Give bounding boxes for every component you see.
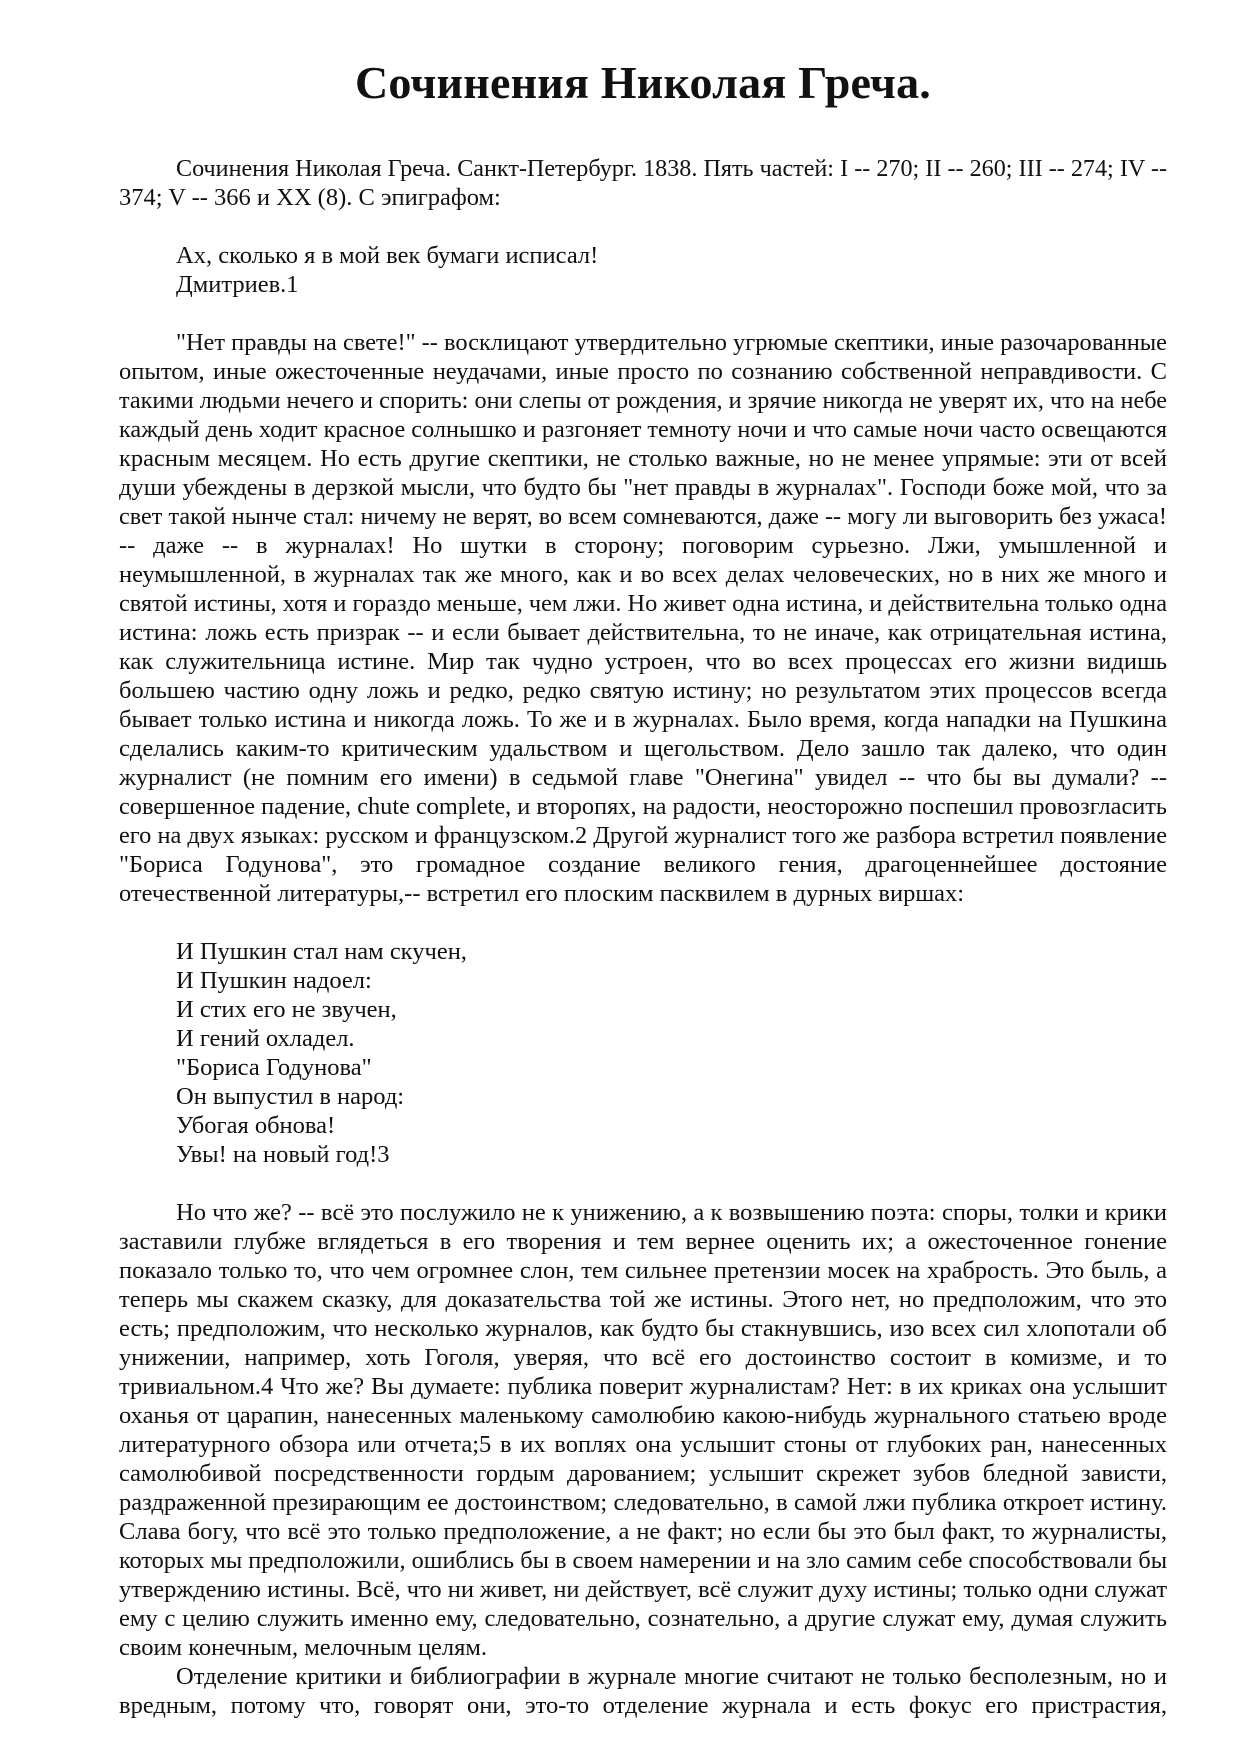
- text-line: журналист (не помним его имени) в седьмой главе "Онегина" увидел -- что бы вы думали? --: [119, 764, 1167, 791]
- text-line: совершенное падение, chute complete, и второпях, на радости, неосторожно поспешил провозгласить: [119, 793, 1167, 820]
- text-line: литературного обзора или отчета;5 в их воплях она услышит стоны от глубоких ран, нанесенных: [119, 1431, 1167, 1458]
- poem-line: И Пушкин стал нам скучен,: [176, 938, 467, 965]
- text-line: красным месяцем. Но есть другие скептики, не столько важные, но не менее упрямые: эти от всей: [119, 445, 1167, 472]
- text-line: сделались каким-то критическим удальством и щегольством. Дело зашло так далеко, что один: [119, 735, 1167, 762]
- text-line: Отделение критики и библиографии в журнале многие считают не только бесполезным, но и: [176, 1663, 1167, 1690]
- text-line: неумышленной, в журналах так же много, как и во всех делах человеческих, но в них же много и: [119, 561, 1167, 588]
- epigraph-attribution: Дмитриев.1: [176, 271, 299, 298]
- poem-line: Убогая обнова!: [176, 1112, 336, 1139]
- poem: [119, 937, 1167, 1169]
- text-line: бывает только истина и никогда ложь. То же и в журналах. Было время, когда нападки на Пушкина: [119, 706, 1167, 733]
- text-line: Но что же? -- всё это послужило не к унижению, а к возвышению поэта: споры, толки и крики: [176, 1199, 1167, 1226]
- text-line: как служительница истине. Мир так чудно устроен, что во всех процессах его жизни видишь: [119, 648, 1167, 675]
- text-line: души убеждены в дерзкой мысли, что будто бы "нет правды в журналах". Господи боже мой, что за: [119, 474, 1167, 501]
- document-title: Сочинения Николая Греча.: [354, 57, 932, 108]
- paragraph-1: [119, 328, 1167, 908]
- paragraph-3: [119, 1662, 1167, 1720]
- text-line: Слава богу, что всё это только предположение, а не факт; но если бы это был факт, то журналисты,: [119, 1518, 1167, 1545]
- text-line: -- даже -- в журналах! Но шутки в сторону; поговорим сурьезно. Лжи, умышленной и: [119, 532, 1167, 559]
- text-line: "Бориса Годунова", это громадное создание великого гения, драгоценнейшее достояние: [119, 851, 1167, 878]
- text-line: тривиальном.4 Что же? Вы думаете: публика поверит журналистам? Нет: в их криках она услышит: [119, 1373, 1167, 1400]
- text-line: есть; предположим, что несколько журналов, как будто бы стакнувшись, изо всех сил хлопотали об: [119, 1315, 1167, 1342]
- text-line: унижении, например, хоть Гоголя, уверяя, что всё его достоинство состоит в комизме, и то: [119, 1344, 1167, 1371]
- text-line: святой истины, хотя и гораздо меньше, чем лжи. Но живет одна истина, и действительна только одна: [119, 590, 1167, 617]
- text-line: оханья от царапин, нанесенных маленькому самолюбию какою-нибудь журнального статьею вроде: [119, 1402, 1167, 1429]
- text-line: теперь мы скажем сказку, для доказательства той же истины. Этого нет, но предположим, что это: [119, 1286, 1167, 1313]
- poem-line: Он выпустил в народ:: [176, 1083, 405, 1110]
- text-line: такими людьми нечего и спорить: они слепы от рождения, и зрячие никогда не уверят их, что на небе: [119, 387, 1167, 414]
- text-line: своим конечным, мелочным целям.: [119, 1634, 488, 1661]
- text-line: заставили глубже вглядеться в его творения и тем вернее оценить их; а ожесточенное гонение: [119, 1228, 1167, 1255]
- text-line: "Нет правды на свете!" -- восклицают утвердительно угрюмые скептики, иные разочарованные: [176, 329, 1167, 356]
- text-line: которых мы предположили, ошиблись бы в своем намерении и на зло самим себе способствовали бы: [119, 1547, 1167, 1574]
- text-line: опытом, иные ожесточенные неудачами, иные просто по сознанию собственной неправдивости. С: [119, 358, 1167, 385]
- text-line: показало только то, что чем огромнее слон, тем сильнее претензии мосек на храбрость. Это быль, а: [119, 1257, 1167, 1284]
- text-line: его на двух языках: русском и французском.2 Другой журналист того же разбора встретил появление: [119, 822, 1167, 849]
- text-line: ему с целию служить именно ему, следовательно, сознательно, а другие служат ему, думая служить: [119, 1605, 1167, 1632]
- text-line: истина: ложь есть призрак -- и если бывает действительна, то не иначе, как отрицательная истина,: [119, 619, 1167, 646]
- text-line: каждый день ходит красное солнышко и разгоняет темноту ночи и что самые ночи часто освещаются: [119, 416, 1167, 443]
- epigraph-line: Ах, сколько я в мой век бумаги исписал!: [176, 242, 599, 269]
- text-line: 374; V -- 366 и XX (8). С эпиграфом:: [119, 184, 501, 211]
- document-page: [119, 48, 1167, 1720]
- text-line: самолюбивой посредственности гордым дарованием; услышит скрежет зубов бледной зависти,: [119, 1460, 1167, 1487]
- paragraph-2: [119, 1198, 1167, 1662]
- intro-paragraph: [119, 154, 1167, 212]
- poem-line: "Бориса Годунова": [176, 1054, 372, 1081]
- epigraph: [119, 241, 1167, 299]
- poem-line: И стих его не звучен,: [176, 996, 397, 1023]
- poem-line: И Пушкин надоел:: [176, 967, 372, 994]
- text-line: раздраженной презирающим ее достоинством; следовательно, в самой лжи публика откроет истину.: [119, 1489, 1167, 1516]
- poem-line: И гений охладел.: [176, 1025, 355, 1052]
- text-line: Сочинения Николая Греча. Санкт-Петербург. 1838. Пять частей: I -- 270; II -- 260; III -- 274; IV --: [176, 155, 1167, 182]
- text-line: утверждению истины. Всё, что ни живет, ни действует, всё служит духу истины; только одни служат: [119, 1576, 1167, 1603]
- poem-line: Увы! на новый год!3: [176, 1141, 390, 1168]
- text-line: большею частию одну ложь и редко, редко святую истину; но результатом этих процессов всегда: [119, 677, 1167, 704]
- text-line: отечественной литературы,-- встретил его плоским пасквилем в дурных виршах:: [119, 880, 965, 907]
- text-line: свет такой нынче стал: ничему не верят, во всем сомневаются, даже -- могу ли выговорить без ужаса!: [119, 503, 1167, 530]
- text-line: вредным, потому что, говорят они, это-то отделение журнала и есть фокус его пристрастия,: [119, 1692, 1167, 1719]
